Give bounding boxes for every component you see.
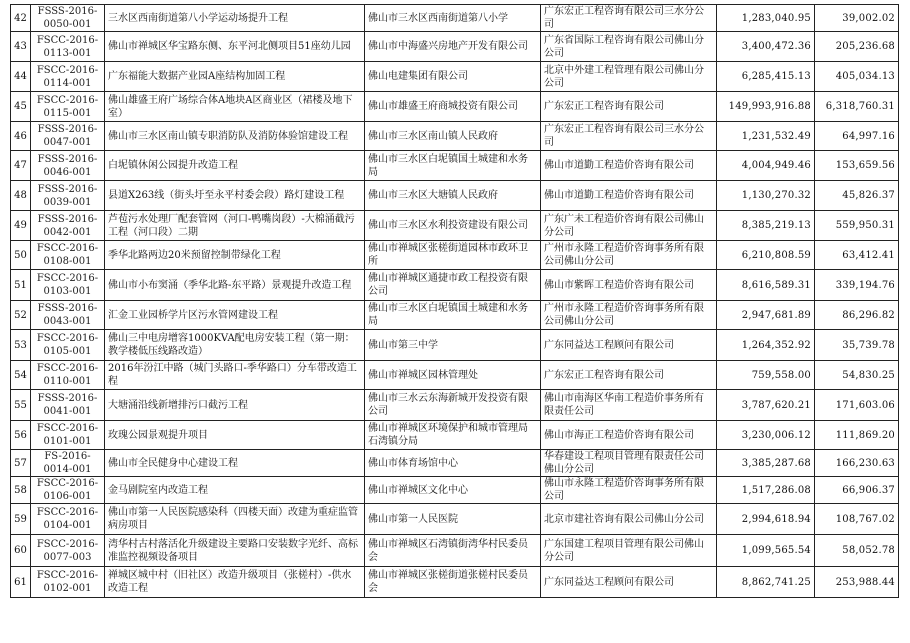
construction-unit-cell: 佛山市三水区大塘镇人民政府 [365,181,541,211]
construction-unit-cell: 佛山市三水区白坭镇国土城建和水务局 [365,301,541,330]
table-row [11,92,899,122]
project-code-cell: FSCC-2016- 0102-001 [31,567,105,598]
construction-unit-cell: 佛山市禅城区张槎街道张槎村民委员会 [365,567,541,598]
consulting-agency-cell: 广东宏正工程咨询有限公司三水分公司 [541,5,717,32]
project-name-cell: 大塘涌沿线新增排污口截污工程 [105,390,365,421]
construction-unit-cell: 佛山市禅城区通捷市政工程投资有限公司 [365,270,541,301]
fee-amount-cell: 171,603.06 [815,390,899,421]
fee-amount-cell: 339,194.76 [815,270,899,301]
construction-unit-cell: 佛山市禅城区文化中心 [365,477,541,504]
fee-amount-cell: 405,034.13 [815,62,899,92]
project-code-cell: FSCC-2016- 0104-001 [31,504,105,535]
row-number-cell: 45 [11,92,31,122]
table-row [11,32,899,62]
consulting-agency-cell: 北京中外建工程管理有限公司佛山分公司 [541,62,717,92]
fee-amount-cell: 64,997.16 [815,122,899,151]
contract-amount-cell: 149,993,916.88 [717,92,815,122]
project-name-cell: 湾华村古村落活化升级建设主要路口安装数字光纤、高标准监控视频设备项目 [105,535,365,567]
project-code-cell: FSCC-2016- 0077-003 [31,535,105,567]
project-code-cell: FSCC-2016- 0108-001 [31,241,105,270]
project-code-cell: FS-2016- 0014-001 [31,450,105,477]
project-name-cell: 县道X263线（街头圩至永平村委会段）路灯建设工程 [105,181,365,211]
fee-amount-cell: 86,296.82 [815,301,899,330]
project-code-cell: FSCC-2016- 0113-001 [31,32,105,62]
fee-amount-cell: 111,869.20 [815,421,899,450]
fee-amount-cell: 66,906.37 [815,477,899,504]
contract-amount-cell: 1,099,565.54 [717,535,815,567]
row-number-cell: 56 [11,421,31,450]
project-name-cell: 佛山市禅城区华宝路东侧、东平河北侧项目51座幼儿园 [105,32,365,62]
project-code-cell: FSSS-2016- 0046-001 [31,151,105,181]
row-number-cell: 52 [11,301,31,330]
contract-amount-cell: 759,558.00 [717,361,815,390]
contract-amount-cell: 1,264,352.92 [717,330,815,361]
project-code-cell: FSSS-2016- 0042-001 [31,211,105,241]
project-code-cell: FSCC-2016- 0114-001 [31,62,105,92]
row-number-cell: 50 [11,241,31,270]
contract-amount-cell: 8,862,741.25 [717,567,815,598]
table-row [11,5,899,32]
project-table [10,4,899,598]
construction-unit-cell: 佛山电建集团有限公司 [365,62,541,92]
project-code-cell: FSSS-2016- 0050-001 [31,5,105,32]
fee-amount-cell: 45,826.37 [815,181,899,211]
fee-amount-cell: 108,767.02 [815,504,899,535]
consulting-agency-cell: 广州市永隆工程造价咨询事务所有限公司佛山分公司 [541,241,717,270]
construction-unit-cell: 佛山市三水区南山镇人民政府 [365,122,541,151]
fee-amount-cell: 6,318,760.31 [815,92,899,122]
project-code-cell: FSSS-2016- 0043-001 [31,301,105,330]
contract-amount-cell: 1,130,270.32 [717,181,815,211]
table-row [11,211,899,241]
project-name-cell: 白坭镇休闲公园提升改造工程 [105,151,365,181]
project-name-cell: 佛山市小布窦涌（季华北路-东平路）景观提升改造工程 [105,270,365,301]
construction-unit-cell: 佛山市三水区白坭镇国土城建和水务局 [365,151,541,181]
project-code-cell: FSSS-2016- 0041-001 [31,390,105,421]
project-code-cell: FSCC-2016- 0110-001 [31,361,105,390]
contract-amount-cell: 3,230,006.12 [717,421,815,450]
construction-unit-cell: 佛山市第一人民医院 [365,504,541,535]
fee-amount-cell: 166,230.63 [815,450,899,477]
row-number-cell: 60 [11,535,31,567]
table-row [11,330,899,361]
table-row [11,450,899,477]
consulting-agency-cell: 广东宏正工程咨询有限公司三水分公司 [541,122,717,151]
project-name-cell: 佛山市三水区南山镇专职消防队及消防体验馆建设工程 [105,122,365,151]
row-number-cell: 59 [11,504,31,535]
consulting-agency-cell: 佛山市南海区华南工程造价事务所有限责任公司 [541,390,717,421]
consulting-agency-cell: 佛山市道勤工程造价咨询有限公司 [541,181,717,211]
contract-amount-cell: 2,994,618.94 [717,504,815,535]
contract-amount-cell: 3,400,472.36 [717,32,815,62]
project-code-cell: FSCC-2016- 0103-001 [31,270,105,301]
contract-amount-cell: 1,283,040.95 [717,5,815,32]
table-row [11,390,899,421]
table-row [11,181,899,211]
consulting-agency-cell: 广东广未工程造价咨询有限公司佛山分公司 [541,211,717,241]
table-row [11,62,899,92]
contract-amount-cell: 1,517,286.08 [717,477,815,504]
fee-amount-cell: 253,988.44 [815,567,899,598]
row-number-cell: 61 [11,567,31,598]
table-row [11,504,899,535]
consulting-agency-cell: 广州市永隆工程造价咨询事务所有限公司佛山分公司 [541,301,717,330]
project-name-cell: 芦苞污水处理厂配套管网（河口-鸭嘴岗段）-大棉涌截污工程（河口段）二期 [105,211,365,241]
construction-unit-cell: 佛山市禅城区园林管理处 [365,361,541,390]
construction-unit-cell: 佛山市禅城区石湾镇街湾华村民委员会 [365,535,541,567]
fee-amount-cell: 58,052.78 [815,535,899,567]
contract-amount-cell: 8,616,589.31 [717,270,815,301]
contract-amount-cell: 1,231,532.49 [717,122,815,151]
contract-amount-cell: 3,385,287.68 [717,450,815,477]
project-name-cell: 金马剧院室内改造工程 [105,477,365,504]
fee-amount-cell: 153,659.56 [815,151,899,181]
project-name-cell: 佛山市第一人民医院感染科（四楼天面）改建为重症监管病房项目 [105,504,365,535]
row-number-cell: 48 [11,181,31,211]
project-code-cell: FSCC-2016- 0101-001 [31,421,105,450]
contract-amount-cell: 6,210,808.59 [717,241,815,270]
table-row [11,421,899,450]
project-name-cell: 佛山市全民健身中心建设工程 [105,450,365,477]
project-name-cell: 广东福能大数据产业园A座结构加固工程 [105,62,365,92]
row-number-cell: 54 [11,361,31,390]
table-row [11,122,899,151]
row-number-cell: 43 [11,32,31,62]
table-row [11,301,899,330]
project-code-cell: FSSS-2016- 0039-001 [31,181,105,211]
construction-unit-cell: 佛山市第三中学 [365,330,541,361]
construction-unit-cell: 佛山市禅城区环境保护和城市管理局石湾镇分局 [365,421,541,450]
consulting-agency-cell: 广东同益达工程顾问有限公司 [541,330,717,361]
row-number-cell: 58 [11,477,31,504]
project-name-cell: 三水区西南街道第八小学运动场提升工程 [105,5,365,32]
construction-unit-cell: 佛山市禅城区张槎街道园林市政环卫所 [365,241,541,270]
table-row [11,151,899,181]
construction-unit-cell: 佛山市三水云东海新城开发投资有限公司 [365,390,541,421]
contract-amount-cell: 3,787,620.21 [717,390,815,421]
row-number-cell: 42 [11,5,31,32]
construction-unit-cell: 佛山市体育场馆中心 [365,450,541,477]
consulting-agency-cell: 广东同益达工程顾问有限公司 [541,567,717,598]
consulting-agency-cell: 佛山市紫晖工程造价咨询有限公司 [541,270,717,301]
table-row [11,477,899,504]
consulting-agency-cell: 广东省国际工程咨询有限公司佛山分公司 [541,32,717,62]
row-number-cell: 44 [11,62,31,92]
table-row [11,567,899,598]
project-name-cell: 佛山雄盛王府广场综合体A地块A区商业区（裙楼及地下室） [105,92,365,122]
project-name-cell: 玫瑰公园景观提升项目 [105,421,365,450]
construction-unit-cell: 佛山市三水区水利投资建设有限公司 [365,211,541,241]
fee-amount-cell: 35,739.78 [815,330,899,361]
contract-amount-cell: 4,004,949.46 [717,151,815,181]
fee-amount-cell: 205,236.68 [815,32,899,62]
row-number-cell: 47 [11,151,31,181]
fee-amount-cell: 559,950.31 [815,211,899,241]
construction-unit-cell: 佛山市雄盛王府商城投资有限公司 [365,92,541,122]
project-name-cell: 汇金工业园桥学片区污水管网建设工程 [105,301,365,330]
consulting-agency-cell: 华春建设工程项目管理有限责任公司佛山分公司 [541,450,717,477]
construction-unit-cell: 佛山市三水区西南街道第八小学 [365,5,541,32]
row-number-cell: 49 [11,211,31,241]
project-code-cell: FSCC-2016- 0115-001 [31,92,105,122]
contract-amount-cell: 2,947,681.89 [717,301,815,330]
row-number-cell: 46 [11,122,31,151]
consulting-agency-cell: 北京市建社咨询有限公司佛山分公司 [541,504,717,535]
table-row [11,361,899,390]
construction-unit-cell: 佛山市中海盛兴房地产开发有限公司 [365,32,541,62]
fee-amount-cell: 54,830.25 [815,361,899,390]
fee-amount-cell: 39,002.02 [815,5,899,32]
project-code-cell: FSCC-2016- 0106-001 [31,477,105,504]
table-body [11,5,899,598]
project-name-cell: 禅城区城中村（旧社区）改造升级项目（张槎村）-供水改造工程 [105,567,365,598]
table-row [11,241,899,270]
row-number-cell: 53 [11,330,31,361]
project-name-cell: 季华北路两边20米预留控制带绿化工程 [105,241,365,270]
fee-amount-cell: 63,412.41 [815,241,899,270]
project-code-cell: FSSS-2016- 0047-001 [31,122,105,151]
consulting-agency-cell: 佛山市永隆工程造价咨询事务所有限公司 [541,477,717,504]
project-code-cell: FSCC-2016- 0105-001 [31,330,105,361]
table-row [11,270,899,301]
row-number-cell: 51 [11,270,31,301]
row-number-cell: 55 [11,390,31,421]
project-name-cell: 佛山三中电房增容1000KVA配电房安装工程（第一期：教学楼低压线路改造） [105,330,365,361]
contract-amount-cell: 6,285,415.13 [717,62,815,92]
consulting-agency-cell: 佛山市道勤工程造价咨询有限公司 [541,151,717,181]
consulting-agency-cell: 广东国建工程项目管理有限公司佛山分公司 [541,535,717,567]
table-row [11,535,899,567]
project-name-cell: 2016年汾江中路（城门头路口-季华路口）分车带改造工程 [105,361,365,390]
row-number-cell: 57 [11,450,31,477]
consulting-agency-cell: 佛山市海正工程造价咨询有限公司 [541,421,717,450]
consulting-agency-cell: 广东宏正工程咨询有限公司 [541,361,717,390]
contract-amount-cell: 8,385,219.13 [717,211,815,241]
consulting-agency-cell: 广东宏正工程咨询有限公司 [541,92,717,122]
